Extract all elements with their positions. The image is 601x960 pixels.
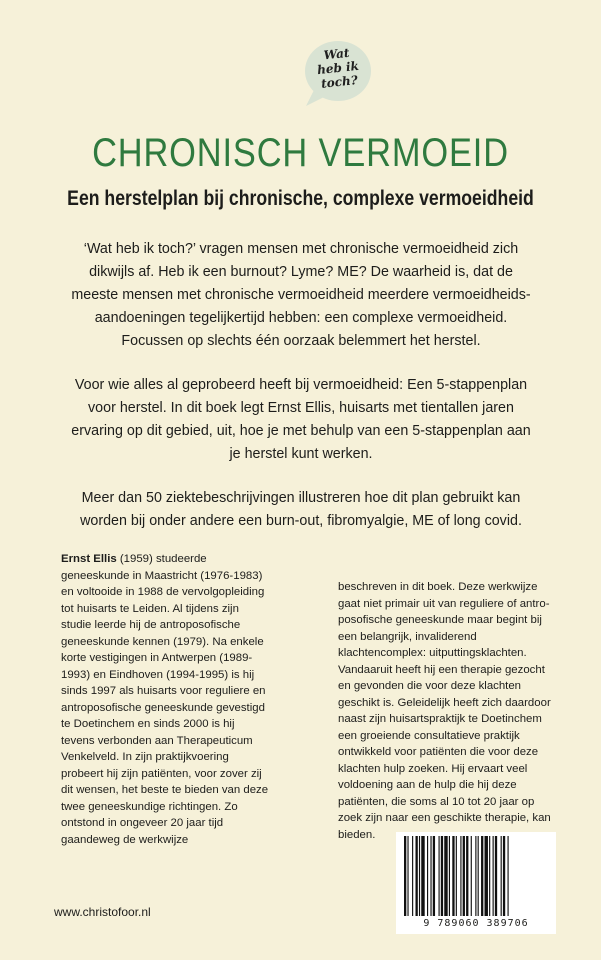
barcode-bar [430, 836, 431, 916]
barcode-bar [412, 836, 413, 916]
author-bio-right-column [338, 579, 556, 843]
book-title: CHRONISCH VERMOEID [92, 131, 509, 175]
author-name: Ernst Ellis [61, 553, 117, 565]
intro-paragraph-3: Meer dan 50 ziektebeschrijvingen illustreren hoe dit plan gebruikt kan worden bij onder andere een burn-out, fibromyalgie, ME of long covid. [80, 490, 522, 529]
isbn-barcode [396, 832, 556, 934]
barcode-bar [493, 836, 494, 916]
barcode-bar [449, 836, 450, 916]
barcode-bar [441, 836, 443, 916]
barcode-bar [463, 836, 465, 916]
barcode-bar [433, 836, 435, 916]
barcode-bar [452, 836, 454, 916]
barcode-bar [407, 836, 408, 916]
bubble-line-3: toch? [320, 73, 359, 91]
barcode-bar [471, 836, 472, 916]
barcode-bar [508, 836, 509, 916]
barcode-bar [495, 836, 497, 916]
barcode-bar [503, 836, 505, 916]
barcode-bar [478, 836, 479, 916]
barcode-bar [419, 836, 420, 916]
barcode-bar [489, 836, 490, 916]
barcode-bar [427, 836, 428, 916]
intro-blurb [66, 238, 536, 554]
barcode-bar [416, 836, 418, 916]
bubble-line-2: heb ik [316, 58, 360, 78]
barcode-bar [404, 836, 406, 916]
intro-paragraph-1: ‘Wat heb ik toch?’ vragen mensen met chronische vermoeidheid zich dikwijls af. Heb ik een burnout? Lyme? ME? De waarheid is, dat de meeste mensen met chronische vermoeidheid meerdere vermoeidheids-aandoeningen tegelijkertijd hebben: een complexe vermoeidheid. Focussen op slechts één oorzaak belemmert het herstel. [71, 241, 531, 349]
author-bio-left-column [61, 551, 271, 848]
barcode-bar [501, 836, 502, 916]
isbn-number: 9 789060 389706 [396, 918, 556, 929]
speech-bubble-logo [302, 38, 374, 110]
barcode-bar [460, 836, 461, 916]
publisher-website: www.christofoor.nl [54, 905, 151, 919]
barcode-bar [439, 836, 440, 916]
barcode-bar [485, 836, 488, 916]
barcode-bar [444, 836, 447, 916]
author-bio-left [61, 551, 271, 848]
barcode-bar [421, 836, 424, 916]
author-bio-left-text: (1959) studeerde geneeskunde in Maastricht (1976-1983) en voltooide in 1988 de vervolgopleiding tot huisarts te Leiden. Al tijdens zijn studie leerde hij de antroposofische geneeskunde kennen (1979). Na enkele korte vestigingen in Antwerpen (1989-1993) en Eindhoven (1994-1995) is hij sinds 1997 als huisarts voor reguliere en antroposofische geneeskunde gevestigd te Doetinchem en sinds 2000 is hij tevens verbonden aan Therapeuticum Venkelveld. In zijn praktijkvoering probeert hij zijn patiënten, voor zover zij dit wensen, het beste te bieden van deze twee geneeskundige richtingen. Zo ontstond in ongeveer 20 jaar tijd gaandeweg de werkwijze [61, 553, 269, 846]
book-subtitle: Een herstelplan bij chronische, complexe vermoeidheid [67, 187, 534, 210]
barcode-bar [456, 836, 457, 916]
barcode-bar [481, 836, 483, 916]
barcode-bar [475, 836, 476, 916]
author-bio-right-text: beschreven in dit boek. Deze werkwijze gaat niet primair uit van reguliere of antroposofische geneeskunde maar begint bij een belangrijk, invaliderend klachtencomplex: uitputtingsklachten. Vandaaruit heeft hij een therapie gezocht en gevonden die voor deze klachten geschikt is. Geleidelijk heeft zich daardoor naast zijn huisartspraktijk te Doetinchem een groeiende consultatieve praktijk ontwikkeld voor patiënten die voor deze klachten hulp zoeken. Hij ervaart veel voldoening aan de hulp die hij deze patiënten, die soms al 10 tot 20 jaar op zoek zijn naar een geschikte therapie, kan bieden. [338, 581, 551, 841]
barcode-bar [466, 836, 468, 916]
intro-paragraph-2: Voor wie alles al geprobeerd heeft bij vermoeidheid: Een 5-stappenplan voor herstel. In dit boek legt Ernst Ellis, huisarts met tientallen jaren ervaring op dit gebied, uit, hoe je met behulp van een 5-stappenplan aan je herstel kunt werken. [71, 377, 531, 462]
speech-bubble-text [300, 43, 376, 92]
barcode-icon [396, 832, 556, 918]
bubble-line-1: Wat [322, 45, 351, 63]
